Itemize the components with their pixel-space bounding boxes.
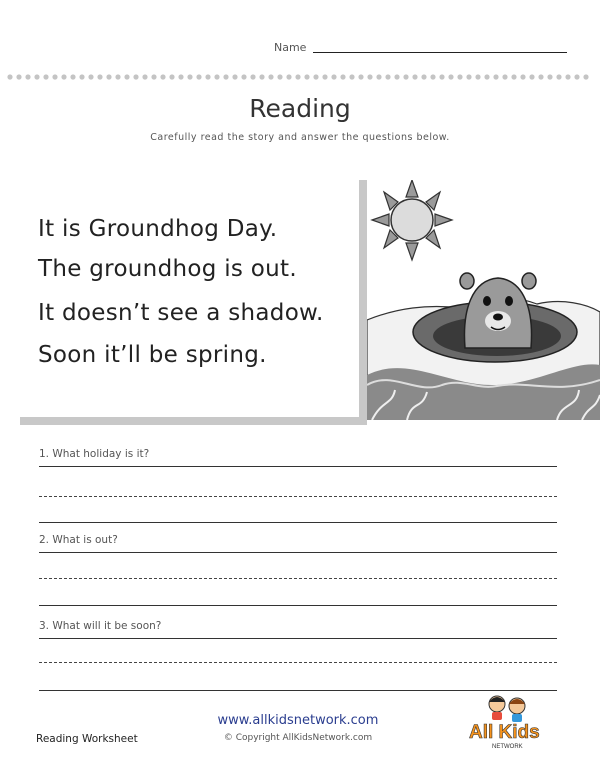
divider-dot: [151, 74, 156, 79]
logo-text: All Kids: [469, 722, 540, 743]
divider-dot: [43, 74, 48, 79]
copyright-text: © Copyright AllKidsNetwork.com: [223, 733, 373, 743]
answer-line[interactable]: [39, 638, 557, 639]
divider-dot: [223, 74, 228, 79]
divider-dot: [7, 74, 12, 79]
divider-dot: [115, 74, 120, 79]
dotted-divider: [6, 73, 594, 81]
answer-guide-line: [39, 578, 557, 579]
divider-dot: [565, 74, 570, 79]
groundhog-icon: [460, 273, 536, 348]
divider-dot: [61, 74, 66, 79]
question-1: 1. What holiday is it?: [39, 448, 150, 460]
divider-dot: [16, 74, 21, 79]
divider-dot: [133, 74, 138, 79]
allkids-logo: [465, 694, 549, 750]
divider-dot: [331, 74, 336, 79]
answer-guide-line: [39, 496, 557, 497]
divider-dot: [232, 74, 237, 79]
divider-dot: [394, 74, 399, 79]
divider-dot: [430, 74, 435, 79]
name-label: Name: [274, 41, 307, 54]
divider-dot: [214, 74, 219, 79]
answer-guide-line: [39, 662, 557, 663]
website-link[interactable]: www.allkidsnetwork.com: [217, 713, 379, 728]
divider-dot: [250, 74, 255, 79]
divider-dot: [187, 74, 192, 79]
divider-dot: [205, 74, 210, 79]
divider-dot: [556, 74, 561, 79]
divider-dot: [466, 74, 471, 79]
worksheet-label: Reading Worksheet: [36, 733, 138, 745]
question-2: 2. What is out?: [39, 534, 118, 546]
divider-dot: [25, 74, 30, 79]
divider-dot: [367, 74, 372, 79]
instructions: Carefully read the story and answer the questions below.: [150, 132, 450, 143]
divider-dot: [403, 74, 408, 79]
page-title: Reading: [249, 94, 351, 123]
story-panel-shadow-right: [359, 180, 367, 425]
story-line-4: Soon it’ll be spring.: [38, 342, 267, 368]
divider-dot: [313, 74, 318, 79]
divider-dot: [520, 74, 525, 79]
divider-dot: [97, 74, 102, 79]
divider-dot: [439, 74, 444, 79]
divider-dot: [376, 74, 381, 79]
groundhog-illustration: [367, 180, 600, 420]
divider-dot: [448, 74, 453, 79]
kids-mascot-icon: [489, 696, 525, 722]
logo-subtext: NETWORK: [492, 744, 523, 750]
divider-dot: [88, 74, 93, 79]
sun-icon: [372, 180, 452, 260]
divider-dot: [70, 74, 75, 79]
divider-dot: [196, 74, 201, 79]
divider-dot: [268, 74, 273, 79]
divider-dot: [304, 74, 309, 79]
divider-dot: [583, 74, 588, 79]
divider-dot: [322, 74, 327, 79]
divider-dot: [421, 74, 426, 79]
divider-dot: [142, 74, 147, 79]
divider-dot: [52, 74, 57, 79]
divider-dot: [241, 74, 246, 79]
divider-dot: [169, 74, 174, 79]
story-line-1: It is Groundhog Day.: [38, 216, 278, 242]
story-panel-shadow-bottom: [20, 417, 367, 425]
divider-dot: [493, 74, 498, 79]
answer-line[interactable]: [39, 522, 557, 523]
answer-line[interactable]: [39, 466, 557, 467]
divider-dot: [340, 74, 345, 79]
divider-dot: [295, 74, 300, 79]
divider-dot: [412, 74, 417, 79]
divider-dot: [124, 74, 129, 79]
divider-dot: [538, 74, 543, 79]
divider-dot: [511, 74, 516, 79]
divider-dot: [349, 74, 354, 79]
divider-dot: [457, 74, 462, 79]
divider-dot: [574, 74, 579, 79]
divider-dot: [484, 74, 489, 79]
divider-dot: [79, 74, 84, 79]
divider-dot: [286, 74, 291, 79]
divider-dot: [529, 74, 534, 79]
divider-dot: [475, 74, 480, 79]
divider-dot: [106, 74, 111, 79]
divider-dot: [178, 74, 183, 79]
divider-dot: [160, 74, 165, 79]
divider-dot: [358, 74, 363, 79]
question-3: 3. What will it be soon?: [39, 620, 162, 632]
divider-dot: [547, 74, 552, 79]
divider-dot: [502, 74, 507, 79]
story-line-3: It doesn’t see a shadow.: [38, 300, 324, 326]
divider-dot: [259, 74, 264, 79]
divider-dot: [277, 74, 282, 79]
answer-line[interactable]: [39, 552, 557, 553]
name-input-line[interactable]: [313, 52, 567, 53]
story-line-2: The groundhog is out.: [38, 256, 297, 282]
divider-dot: [34, 74, 39, 79]
answer-line[interactable]: [39, 690, 557, 691]
answer-line[interactable]: [39, 605, 557, 606]
divider-dot: [385, 74, 390, 79]
